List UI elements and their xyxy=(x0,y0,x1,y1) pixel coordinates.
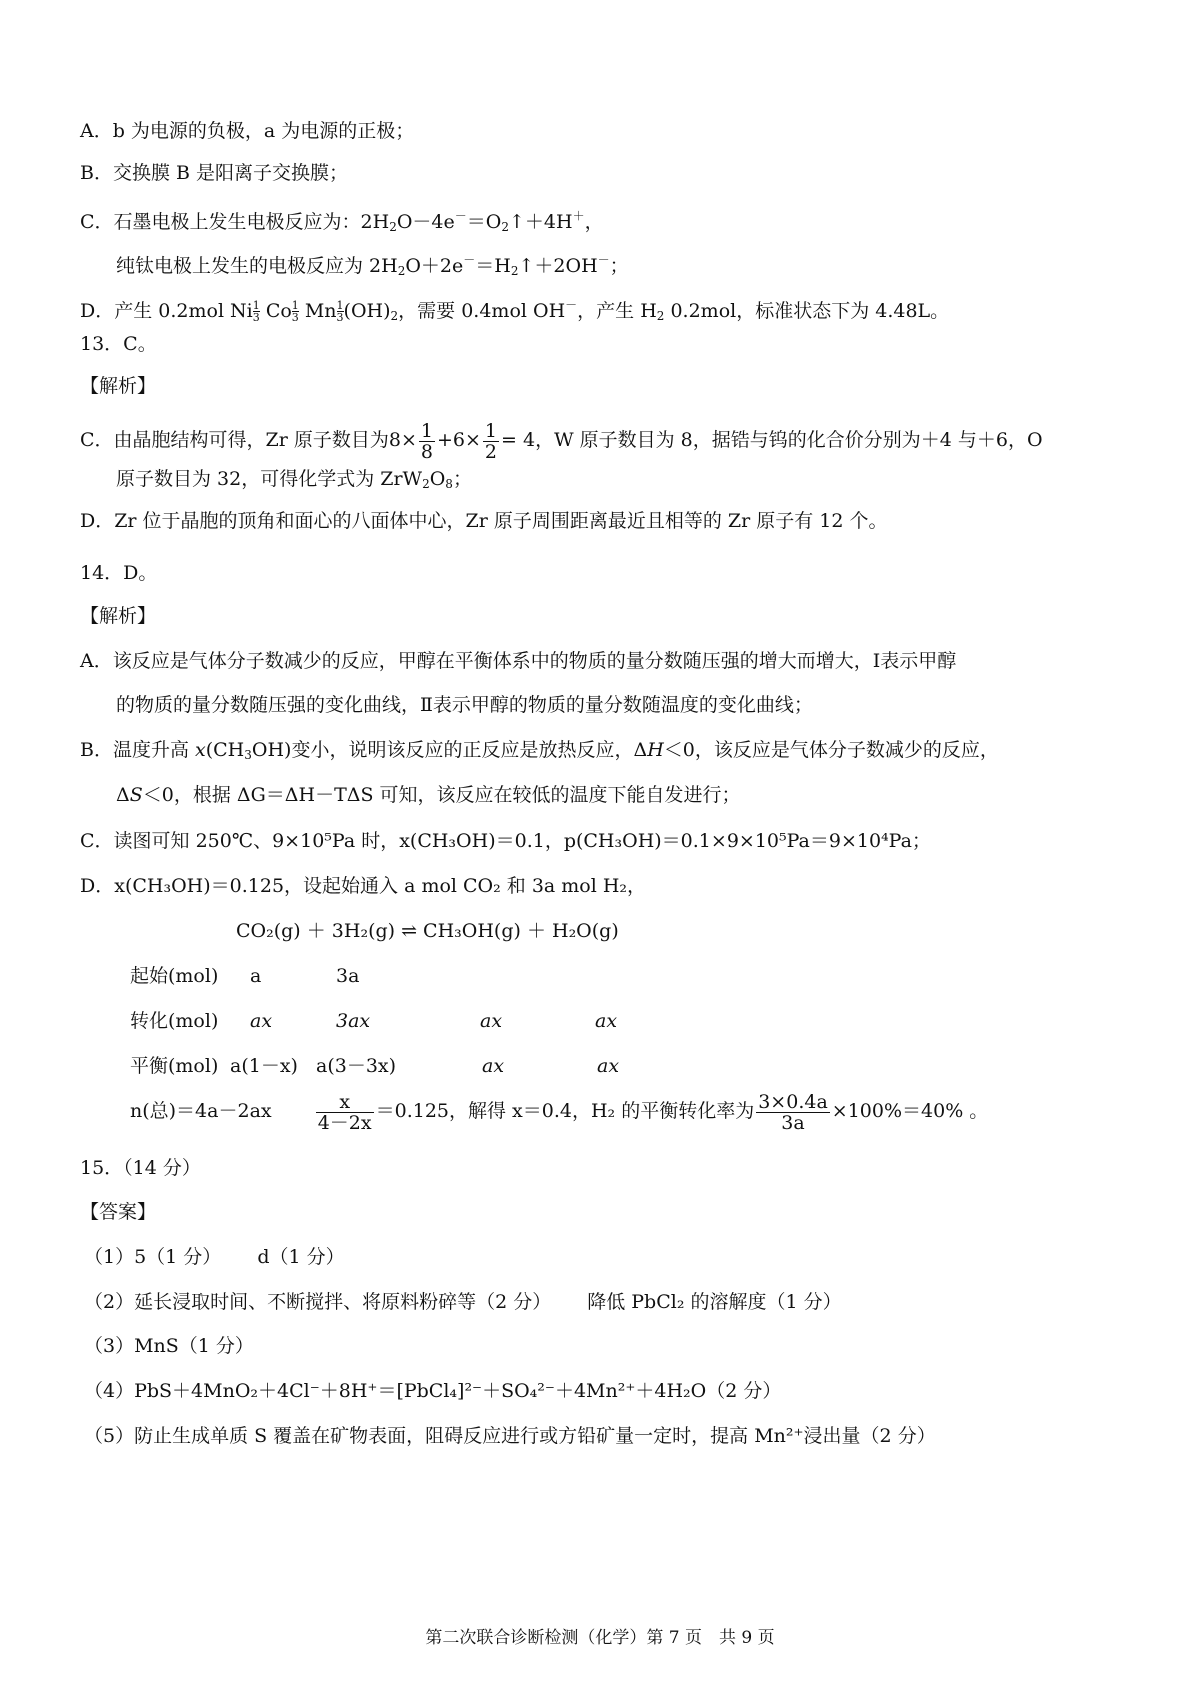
q14-a-line2: 的物质的量分数随压强的变化曲线，Ⅱ表示甲醇的物质的量分数随温度的变化曲线； xyxy=(116,694,813,716)
equilibrium-equation: CO₂(g) ＋ 3H₂(g) ⇌ CH₃OH(g) ＋ H₂O(g) xyxy=(236,920,619,942)
ice-cell: a xyxy=(250,965,262,987)
fraction-conversion: $\frac{3\times 0.4a}{3a}$ xyxy=(758,1090,828,1134)
fraction-one-half: $\frac{1}{2}$ xyxy=(484,419,498,463)
option-b-text: B．交换膜 B 是阳离子交换膜； xyxy=(80,162,349,184)
ice-cell: ax xyxy=(482,1055,505,1077)
conversion-calc-line: n(总)＝4a－2ax $\frac{x}{4-2x}$ ＝0.125，解得 x＝0.4，H₂ 的平衡转化率为 $\frac{3\times 0.4a}{3a}$ ×100%＝40% 。 xyxy=(130,1090,989,1134)
q14-b-line1: B．温度升高 $x(CH_3OH)$变小，说明该反应的正反应是放热反应，ΔH＜0，该反应是气体分子数减少的反应， xyxy=(80,739,999,762)
ice-cell: a(1－x) xyxy=(230,1055,298,1077)
q15-item-5: （5）防止生成单质 S 覆盖在矿物表面，阻碍反应进行或方铅矿量一定时，提高 Mn²⁺浸出量（2 分） xyxy=(84,1425,936,1447)
q14-b-line2: ΔS＜0，根据 ΔG＝ΔH－TΔS 可知，该反应在较低的温度下能自发进行； xyxy=(116,784,741,806)
q14-analysis-heading: 【解析】 xyxy=(80,605,157,627)
q13-analysis-heading: 【解析】 xyxy=(80,375,157,397)
option-a-text: A．b 为电源的负极，a 为电源的正极； xyxy=(80,120,415,142)
fraction-one-eighth: $\frac{1}{8}$ xyxy=(420,419,433,463)
ice-cell: 3a xyxy=(336,965,360,987)
option-c-line2: 纯钛电极上发生的电极反应为 $2H_2O+2e^-=H_2↑+2OH^-$； xyxy=(116,253,629,278)
option-d-text: D．产生 0.2mol Ni $\frac{1}{3}$ Co $\frac{1}{3}$ Mn $\frac{1}{3}$ $(OH)_2$，需要 0.4mol OH－，产生 $H_2$ 0.2mol，标准状态下为 4.48L。 xyxy=(80,298,950,324)
q14-a-line1: A．该反应是气体分子数减少的反应，甲醇在平衡体系中的物质的量分数随压强的增大而增大，Ⅰ表示甲醇 xyxy=(80,650,957,672)
ice-cell: ax xyxy=(480,1010,503,1032)
ice-row-label: 转化(mol) xyxy=(130,1010,219,1032)
ice-row-label: 起始(mol) xyxy=(130,965,219,987)
ice-cell: ax xyxy=(250,1010,273,1032)
fraction-x-over-4-2x: $\frac{x}{4-2x}$ xyxy=(317,1090,372,1134)
q13-answer: 13．C。 xyxy=(80,333,157,355)
ice-cell: a(3－3x) xyxy=(316,1055,397,1077)
ice-row-label: 平衡(mol) xyxy=(130,1055,219,1077)
q15-item-2: （2）延长浸取时间、不断搅拌、将原料粉碎等（2 分） 降低 PbCl₂ 的溶解度（1 分） xyxy=(84,1291,842,1313)
ice-cell: 3ax xyxy=(336,1010,371,1032)
q15-heading: 15．（14 分） xyxy=(80,1157,201,1179)
ice-cell: ax xyxy=(597,1055,620,1077)
q13-d-text: D．Zr 位于晶胞的顶角和面心的八面体中心，Zr 原子周围距离最近且相等的 Zr 原子有 12 个。 xyxy=(80,510,888,532)
q14-answer: 14．D。 xyxy=(80,562,158,584)
q15-item-1: （1）5（1 分） d（1 分） xyxy=(84,1246,345,1268)
ice-cell: ax xyxy=(595,1010,618,1032)
option-c-line1: C．石墨电极上发生电极反应为：$2H_2O-4e^-=O_2↑+4H^+$， xyxy=(80,209,604,234)
q14-d-text: D．x(CH₃OH)＝0.125，设起始通入 a mol CO₂ 和 3a mol H₂， xyxy=(80,875,647,897)
page-footer: 第二次联合诊断检测（化学）第 7 页 共 9 页 xyxy=(425,1628,775,1648)
q13-c-line1: C．由晶胞结构可得，Zr 原子数目为8× $\frac{1}{8}$ +6× $\frac{1}{2}$ = 4，W 原子数目为 8，据锆与钨的化合价分别为＋4 与＋6，O xyxy=(80,419,1043,463)
q14-c-text: C．读图可知 250℃、9×10⁵Pa 时，x(CH₃OH)＝0.1，p(CH₃OH)＝0.1×9×10⁵Pa＝9×10⁴Pa； xyxy=(80,830,931,852)
q15-answer-heading: 【答案】 xyxy=(80,1201,157,1223)
q15-item-4: （4）PbS＋4MnO₂＋4Cl⁻＋8H⁺＝[PbCl₄]²⁻＋SO₄²⁻＋4Mn²⁺＋4H₂O（2 分） xyxy=(84,1380,782,1402)
q15-item-3: （3）MnS（1 分） xyxy=(84,1335,254,1357)
q13-c-line2: 原子数目为 32，可得化学式为 $ZrW_2O_8$； xyxy=(116,468,472,491)
